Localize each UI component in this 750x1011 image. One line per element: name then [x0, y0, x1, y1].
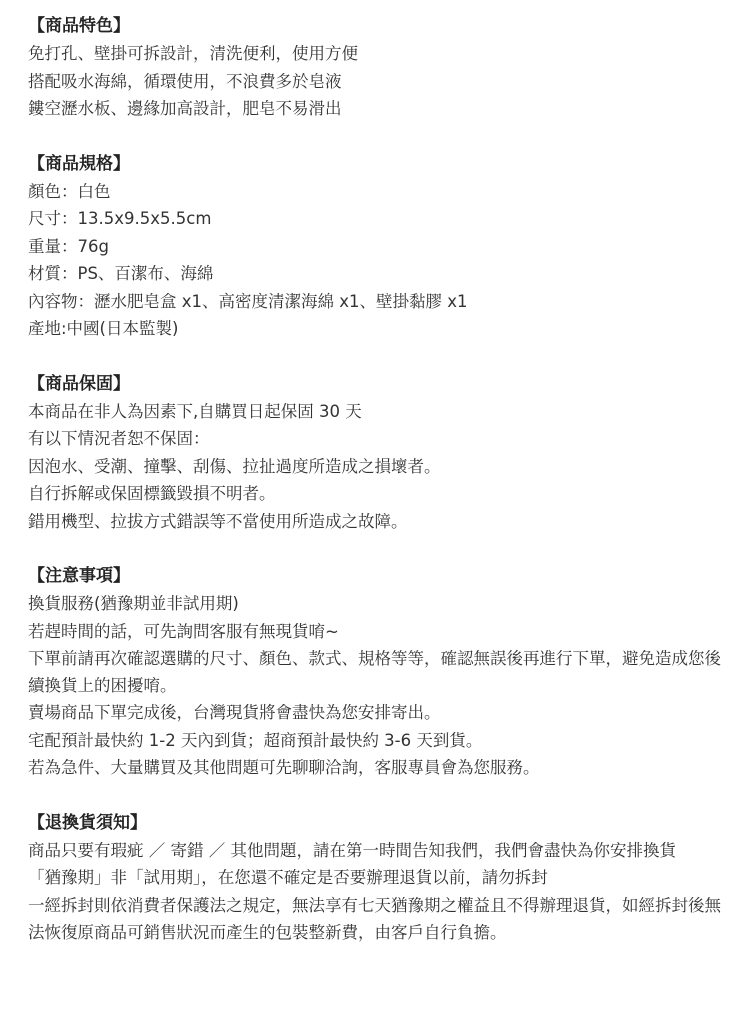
section-heading-features: 【商品特色】	[28, 16, 130, 36]
section-heading-notes: 【注意事項】	[28, 566, 130, 586]
section-notes	[28, 562, 726, 782]
spec-size: 尺寸：13.5x9.5x5.5cm	[28, 209, 212, 228]
spec-contents: 內容物：瀝水肥皂盒 x1、高密度清潔海綿 x1、壁掛黏膠 x1	[28, 291, 468, 311]
warranty-line: 錯用機型、拉拔方式錯誤等不當使用所造成之故障。	[28, 511, 408, 531]
warranty-line: 有以下情況者恕不保固：	[28, 429, 210, 448]
section-heading-returns: 【退換貨須知】	[28, 812, 147, 833]
features-line: 搭配吸水海綿，循環使用，不浪費多於皂液	[28, 71, 342, 91]
section-heading-warranty: 【商品保固】	[28, 373, 130, 394]
section-specs	[28, 150, 726, 343]
section-features	[28, 12, 726, 123]
returns-line: 商品只要有瑕疵 ／ 寄錯 ／ 其他問題，請在第一時間告知我們，我們會盡快為你安排換貨	[28, 840, 676, 860]
warranty-line: 本商品在非人為因素下,自購買日起保固 30 天	[28, 401, 362, 421]
spec-color: 顏色：白色	[28, 181, 111, 201]
section-returns	[28, 809, 726, 946]
features-line: 免打孔、壁掛可拆設計，清洗便利，使用方便	[28, 44, 358, 63]
features-line: 鏤空瀝水板、邊緣加高設計，肥皂不易滑出	[28, 99, 342, 118]
notes-line: 宅配預計最快約 1-2 天內到貨；超商預計最快約 3-6 天到貨。	[28, 730, 483, 750]
notes-line: 換貨服務(猶豫期並非試用期)	[28, 594, 239, 613]
notes-line: 賣場商品下單完成後，台灣現貨將會盡快為您安排寄出。	[28, 703, 441, 722]
notes-line: 下單前請再次確認選購的尺寸、顏色、款式、規格等等，確認無誤後再進行下單，避免造成您後續換貨上的困擾唷。	[28, 649, 721, 695]
notes-line: 若趕時間的話，可先詢問客服有無現貨唷~	[28, 621, 339, 641]
notes-line: 若為急件、大量購買及其他問題可先聊聊洽詢，客服專員會為您服務。	[28, 758, 540, 777]
returns-line: 一經拆封則依消費者保護法之規定，無法享有七天猶豫期之權益且不得辦理退貨，如經拆封後無法恢復原商品可銷售狀況而產生的包裝整新費，由客戶自行負擔。	[28, 895, 721, 942]
warranty-line: 自行拆解或保固標籤毀損不明者。	[28, 484, 276, 503]
section-warranty	[28, 370, 726, 536]
warranty-line: 因泡水、受潮、撞擊、刮傷、拉扯過度所造成之損壞者。	[28, 456, 441, 476]
returns-line: 「猶豫期」非「試用期」，在您還不確定是否要辦理退貨以前，請勿拆封	[28, 868, 548, 887]
section-heading-specs: 【商品規格】	[28, 153, 130, 174]
spec-material: 材質：PS、百潔布、海綿	[28, 264, 214, 283]
spec-origin: 產地:中國(日本監製)	[28, 319, 179, 338]
spec-weight: 重量：76g	[28, 236, 109, 256]
